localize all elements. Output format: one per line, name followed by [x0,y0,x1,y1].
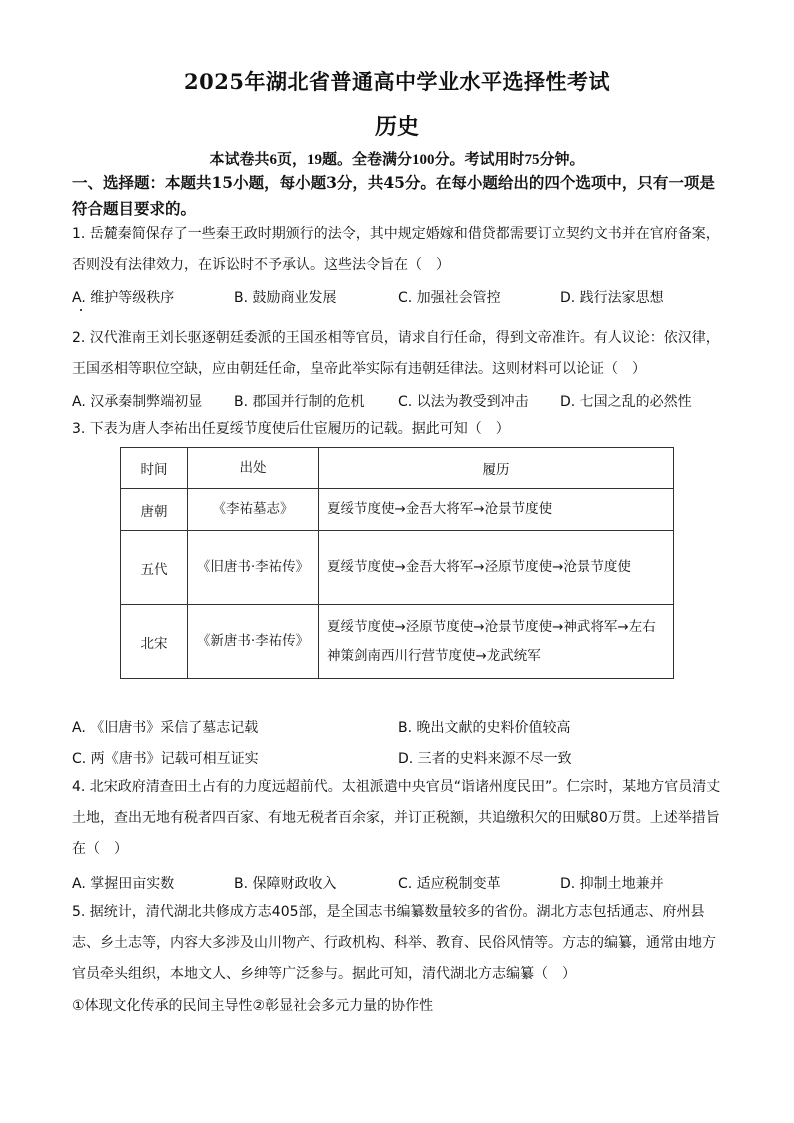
q1-option-a[interactable]: A. 维护等级秩序 [72,290,175,306]
q3-option-d[interactable]: D. 三者的史料来源不尽一致 [398,751,572,767]
q3-option-c[interactable]: C. 两《唐书》记载可相互证实 [72,751,259,767]
q2-option-c[interactable]: C. 以法为教受到冲击 [398,394,529,410]
stray-dot [80,309,82,311]
question-1-stem: 1. 岳麓秦简保存了一些秦王政时期颁行的法令，其中规定婚嫁和借贷都需要订立契约文书并在官府备案，否则没有法律效力，在诉讼时不予承认。这些法令旨在（ ） [72,226,720,273]
table-header-source: 出处 [188,448,319,489]
question-3-options-row2 [72,748,722,772]
question-5-stem: 5. 据统计，清代湖北共修成方志405部，是全国志书编纂数量较多的省份。湖北方志包括通志、府州县志、乡土志等，内容大多涉及山川物产、行政机构、科举、教育、民俗风情等。方志的编纂，通常由地方官员牵头组织，本地文人、乡绅等广泛参与。据此可知，清代湖北方志编纂（ ） [72,904,716,982]
section-heading: 一、选择题：本题共15小题，每小题3分，共45分。在每小题给出的四个选项中，只有一项是符合题目要求的。 [72,173,715,218]
exam-title: 2025年湖北省普通高中学业水平选择性考试 [184,69,610,94]
table-row [121,531,674,605]
table-header-career: 履历 [319,448,674,489]
table-cell-career: 夏绥节度使→金吾大将军→沧景节度使 [319,489,674,531]
question-3-options-row1 [72,717,722,741]
question-4-stem: 4. 北宋政府清查田土占有的力度远超前代。太祖派遣中央官员“诣诸州度民田”。仁宗时，某地方官员清丈土地，查出无地有税者四百家、有地无税者百余家，并订正税额，共追缴积欠的田赋80万贯。上述举措旨在（ ） [72,779,721,857]
q4-option-c[interactable]: C. 适应税制变革 [398,876,501,892]
q4-option-a[interactable]: A. 掌握田亩实数 [72,876,175,892]
q3-option-b[interactable]: B. 晚出文献的史料价值较高 [398,720,571,736]
question-4-options [72,873,722,897]
table-cell-time: 北宋 [121,605,188,679]
q1-option-c[interactable]: C. 加强社会管控 [398,290,501,306]
exam-subject: 历史 [374,114,419,140]
question-2-options [72,391,722,415]
table-cell-time: 唐朝 [121,489,188,531]
question-2-stem: 2. 汉代淮南王刘长驱逐朝廷委派的王国丞相等官员，请求自行任命，得到文帝准许。有人议论：依汉律，王国丞相等职位空缺，应由朝廷任命，皇帝此举实际有违朝廷律法。这则材料可以论证（ ） [72,330,720,377]
q3-option-a[interactable]: A. 《旧唐书》采信了墓志记载 [72,720,259,736]
q2-option-b[interactable]: B. 郡国并行制的危机 [234,394,365,410]
career-table [120,447,674,679]
question-3-stem: 3. 下表为唐人李祐出任夏绥节度使后仕宦履历的记载。据此可知（ ） [72,421,510,437]
q2-option-a[interactable]: A. 汉承秦制弊端初显 [72,394,203,410]
q1-option-b[interactable]: B. 鼓励商业发展 [234,290,337,306]
q4-option-b[interactable]: B. 保障财政收入 [234,876,337,892]
q1-option-d[interactable]: D. 践行法家思想 [560,290,664,306]
q2-option-d[interactable]: D. 七国之乱的必然性 [560,394,692,410]
exam-info: 本试卷共6页，19题。全卷满分100分。考试用时75分钟。 [209,152,585,168]
question-1-options [72,287,722,311]
table-cell-career: 夏绥节度使→泾原节度使→沧景节度使→神武将军→左右神策剑南西川行营节度使→龙武统军 [319,605,674,679]
table-cell-source: 《新唐书·李祐传》 [188,605,319,679]
table-header-row [121,448,674,489]
table-cell-source: 《李祐墓志》 [188,489,319,531]
table-row [121,489,674,531]
table-cell-time: 五代 [121,531,188,605]
table-row [121,605,674,679]
question-5-statements: ①体现文化传承的民间主导性②彰显社会多元力量的协作性 [72,998,434,1014]
table-header-time: 时间 [121,448,188,489]
table-cell-source: 《旧唐书·李祐传》 [188,531,319,605]
table-cell-career: 夏绥节度使→金吾大将军→泾原节度使→沧景节度使 [319,531,674,605]
q4-option-d[interactable]: D. 抑制土地兼并 [560,876,664,892]
